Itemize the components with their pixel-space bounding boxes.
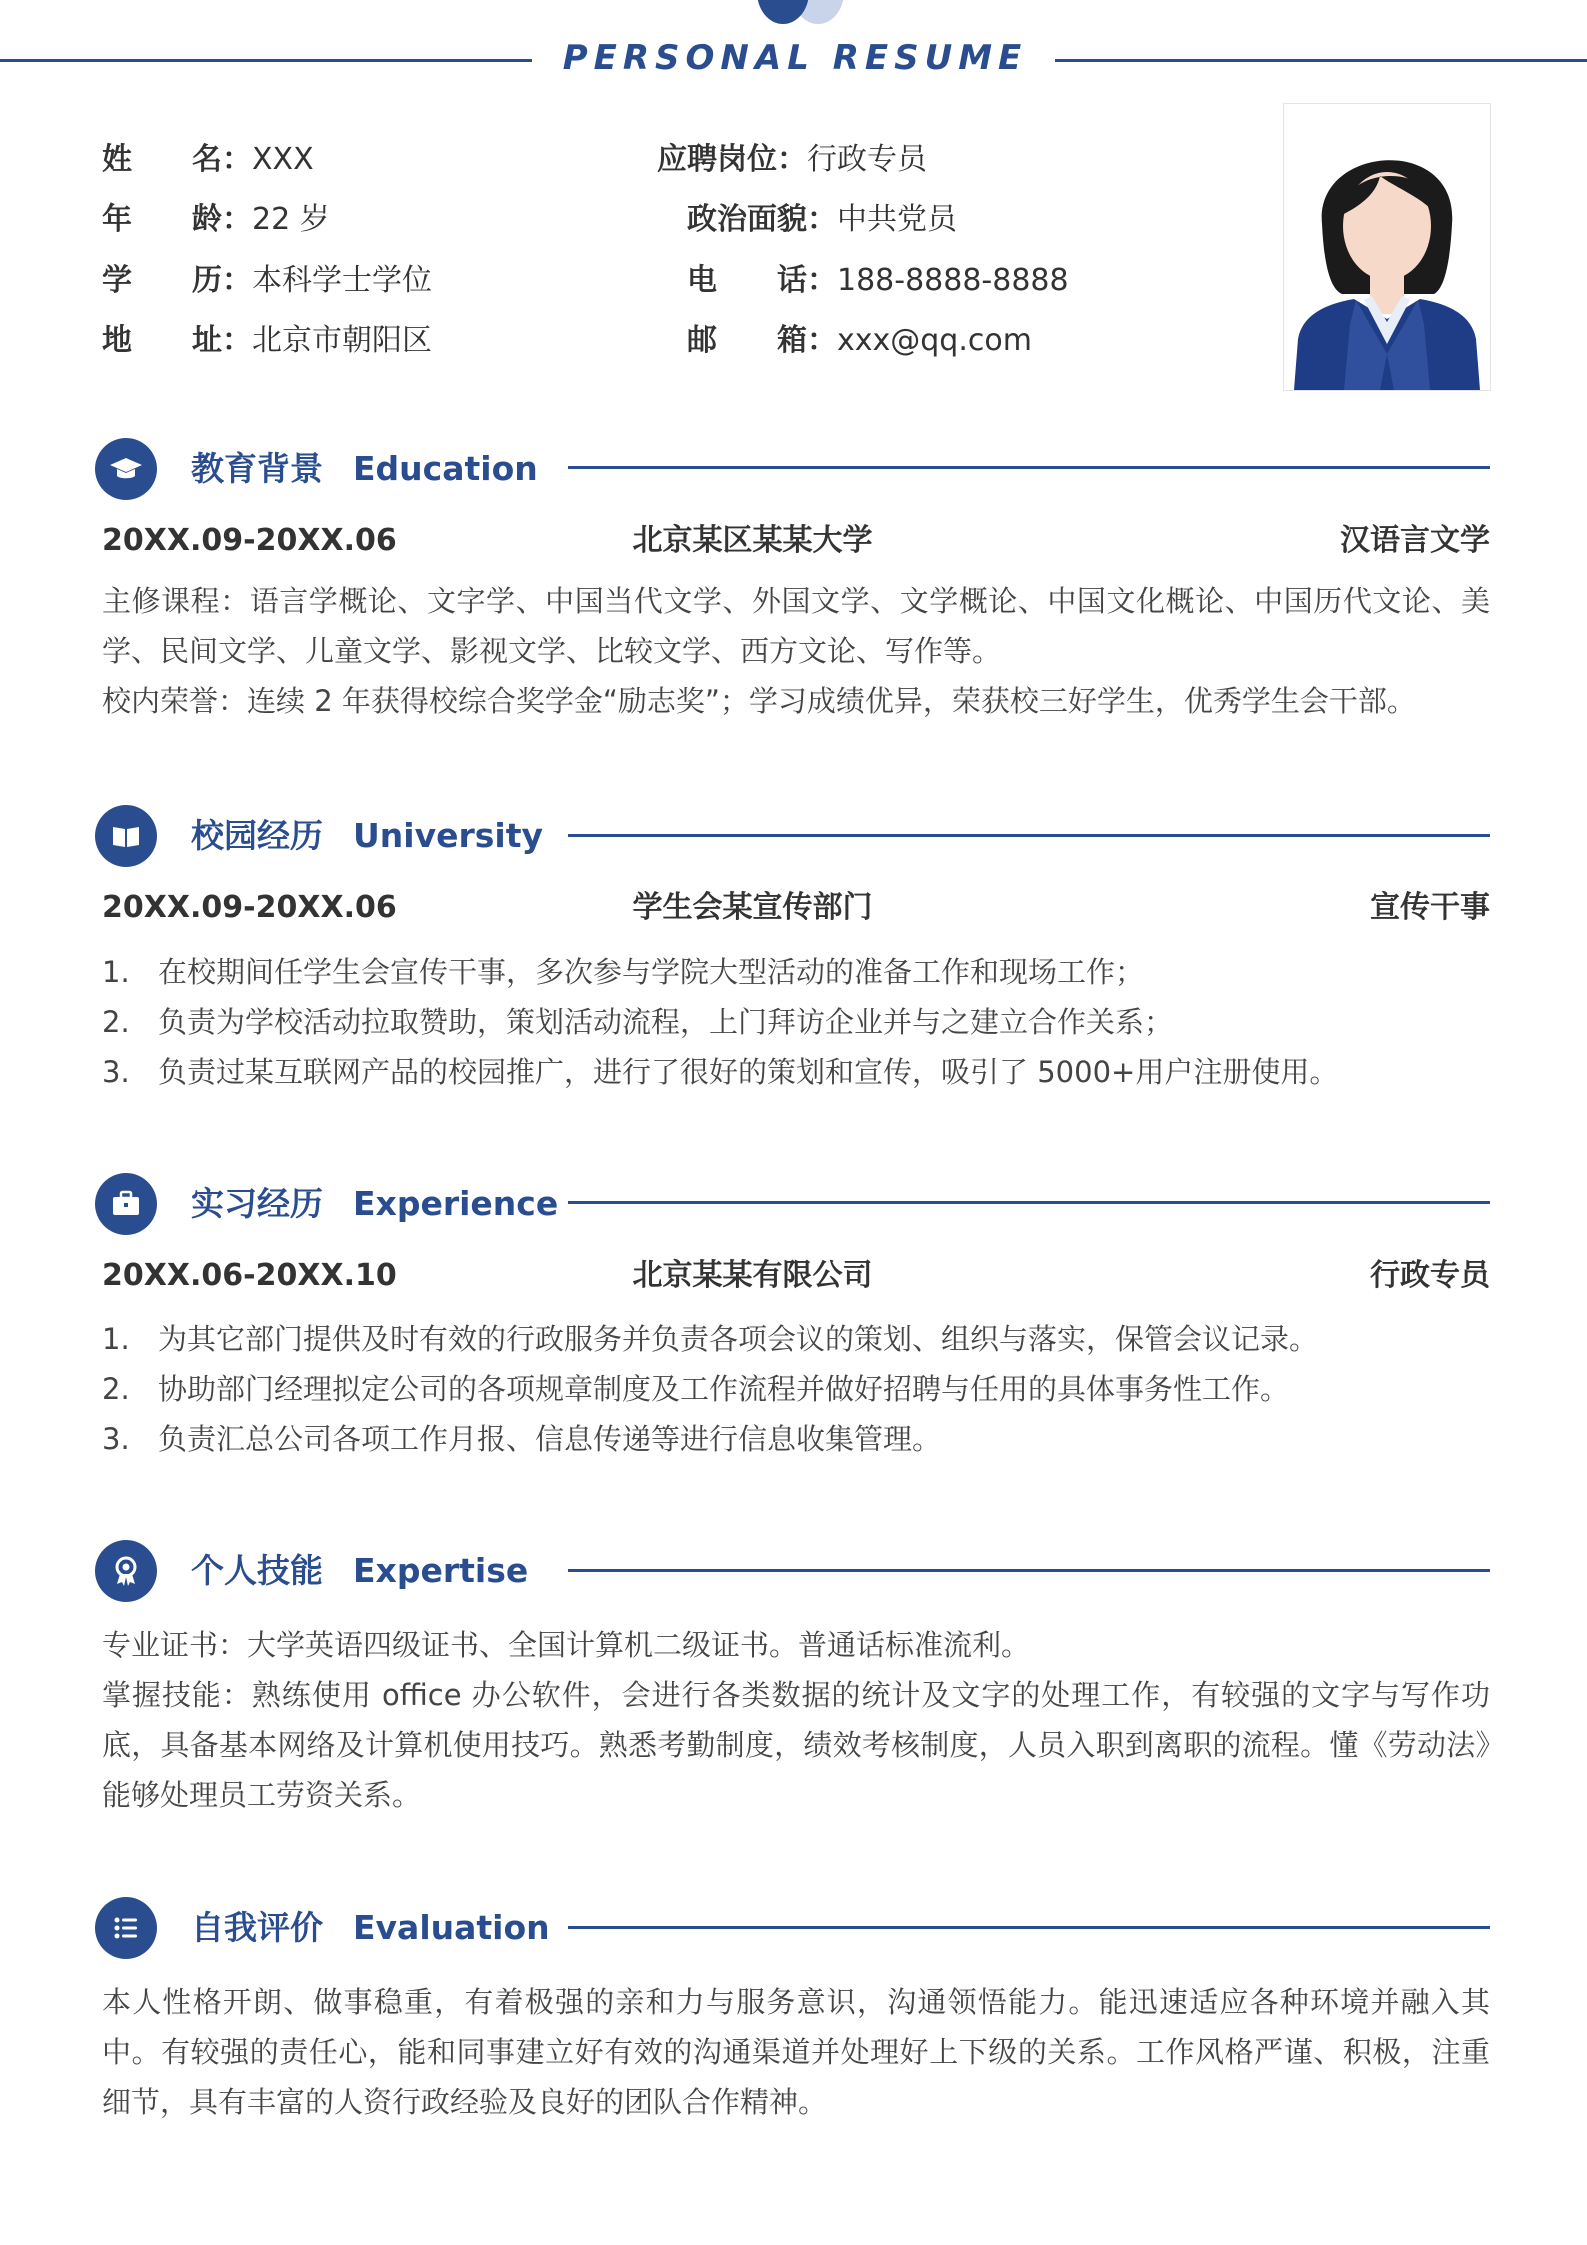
- expertise-title-cn: 个人技能: [191, 1551, 323, 1590]
- list-number: 1.: [102, 955, 130, 989]
- book-icon: [108, 818, 144, 854]
- info-job-value: 行政专员: [807, 142, 927, 177]
- university-section-rule: [568, 834, 1490, 837]
- list-text: 为其它部门提供及时有效的行政服务并负责各项会议的策划、组织与落实，保管会议记录。: [158, 1322, 1319, 1356]
- list-number: 2.: [102, 1372, 130, 1406]
- list-number: 2.: [102, 1005, 130, 1039]
- university-section-title: [191, 814, 543, 858]
- university-title-cn: 校园经历: [191, 816, 323, 855]
- education-major: 汉语言文学: [1340, 523, 1490, 558]
- university-date: 20XX.09-20XX.06: [102, 890, 397, 925]
- info-job: [657, 140, 927, 180]
- list-icon: [108, 1910, 144, 1946]
- university-org: 学生会某宣传部门: [632, 890, 873, 925]
- evaluation-section-rule: [568, 1926, 1490, 1929]
- education-section-title: [191, 447, 538, 491]
- education-title-en: Education: [353, 449, 538, 488]
- list-item: [102, 1414, 1490, 1464]
- list-item: [102, 1364, 1490, 1414]
- info-age-label: 年 龄：: [102, 202, 252, 237]
- briefcase-icon: [108, 1186, 144, 1222]
- experience-org: 北京某某有限公司: [632, 1258, 873, 1293]
- info-phone: [687, 261, 1069, 301]
- experience-role: 行政专员: [1370, 1258, 1490, 1293]
- list-item: [102, 947, 1490, 997]
- header-decor-circle: [757, 0, 809, 24]
- expertise-skills: 掌握技能：熟练使用 office 办公软件，会进行各类数据的统计及文字的处理工作，有较强的文字与写作功底，具备基本网络及计算机使用技巧。熟悉考勤制度，绩效考核制度，人员入职到离职的流程。懂《劳动法》能够处理员工劳资关系。: [102, 1678, 1490, 1812]
- header-rule-right: [1055, 59, 1587, 62]
- info-education-label: 学 历：: [102, 263, 252, 298]
- university-role: 宣传干事: [1370, 890, 1490, 925]
- experience-date: 20XX.06-20XX.10: [102, 1258, 397, 1293]
- info-email-label: 邮 箱：: [687, 323, 837, 358]
- list-number: 3.: [102, 1422, 130, 1456]
- education-title-cn: 教育背景: [191, 449, 323, 488]
- info-phone-label: 电 话：: [687, 263, 837, 298]
- evaluation-section-icon: [95, 1897, 157, 1959]
- expertise-details: [102, 1620, 1490, 1820]
- profile-photo: [1283, 103, 1491, 391]
- evaluation-title-cn: 自我评价: [191, 1908, 323, 1947]
- list-text: 负责过某互联网产品的校园推广，进行了很好的策划和宣传，吸引了 5000+用户注册使用。: [158, 1055, 1339, 1089]
- experience-section-icon: [95, 1173, 157, 1235]
- info-address: [102, 321, 432, 361]
- expertise-section-title: [191, 1549, 528, 1593]
- list-number: 3.: [102, 1055, 130, 1089]
- info-email: [687, 321, 1032, 361]
- info-age-value: 22 岁: [252, 202, 330, 237]
- education-honors: 校内荣誉：连续 2 年获得校综合奖学金“励志奖”；学习成绩优异，荣获校三好学生，优秀学生会干部。: [102, 684, 1416, 718]
- expertise-section-icon: [95, 1540, 157, 1602]
- education-details: [102, 576, 1490, 726]
- info-name-value: XXX: [252, 142, 314, 177]
- experience-list: [102, 1314, 1490, 1464]
- info-name-label: 姓 名：: [102, 142, 252, 177]
- info-party-label: 政治面貌：: [687, 202, 837, 237]
- university-entry-header: [102, 888, 1490, 928]
- info-address-value: 北京市朝阳区: [252, 323, 432, 358]
- avatar-illustration: [1284, 104, 1490, 390]
- expertise-title-en: Expertise: [353, 1551, 529, 1590]
- list-item: [102, 1314, 1490, 1364]
- info-email-value: xxx@qq.com: [837, 323, 1032, 358]
- info-address-label: 地 址：: [102, 323, 252, 358]
- education-section-rule: [568, 466, 1490, 469]
- experience-title-cn: 实习经历: [191, 1184, 323, 1223]
- list-item: [102, 997, 1490, 1047]
- education-section-icon: [95, 438, 157, 500]
- education-courses: 主修课程：语言学概论、文字学、中国当代文学、外国文学、文学概论、中国文化概论、中国历代文论、美学、民间文学、儿童文学、影视文学、比较文学、西方文论、写作等。: [102, 584, 1490, 668]
- university-section-icon: [95, 805, 157, 867]
- experience-section-rule: [568, 1201, 1490, 1204]
- info-education-value: 本科学士学位: [252, 263, 432, 298]
- info-education: [102, 261, 432, 301]
- info-age: [102, 200, 330, 240]
- evaluation-text: 本人性格开朗、做事稳重，有着极强的亲和力与服务意识，沟通领悟能力。能迅速适应各种环境并融入其中。有较强的责任心，能和同事建立好有效的沟通渠道并处理好上下级的关系。工作风格严谨、积极，注重细节，具有丰富的人资行政经验及良好的团队合作精神。: [102, 1985, 1490, 2119]
- list-text: 负责为学校活动拉取赞助，策划活动流程，上门拜访企业并与之建立合作关系；: [158, 1005, 1174, 1039]
- education-entry-header: [102, 521, 1490, 561]
- info-party-value: 中共党员: [837, 202, 957, 237]
- info-name: [102, 140, 314, 180]
- evaluation-details: [102, 1977, 1490, 2127]
- graduation-cap-icon: [108, 451, 144, 487]
- university-title-en: University: [353, 816, 544, 855]
- education-school: 北京某区某某大学: [632, 523, 873, 558]
- list-number: 1.: [102, 1322, 130, 1356]
- list-text: 在校期间任学生会宣传干事，多次参与学院大型活动的准备工作和现场工作；: [158, 955, 1145, 989]
- evaluation-title-en: Evaluation: [353, 1908, 550, 1947]
- header-rule-left: [0, 59, 532, 62]
- award-icon: [108, 1553, 144, 1589]
- experience-entry-header: [102, 1256, 1490, 1296]
- expertise-section-rule: [568, 1569, 1490, 1572]
- list-text: 协助部门经理拟定公司的各项规章制度及工作流程并做好招聘与任用的具体事务性工作。: [158, 1372, 1290, 1406]
- resume-title: PERSONAL RESUME: [562, 38, 1028, 78]
- info-party: [687, 200, 957, 240]
- info-phone-value: 188-8888-8888: [837, 263, 1069, 298]
- evaluation-section-title: [191, 1906, 550, 1950]
- expertise-certificates: 专业证书：大学英语四级证书、全国计算机二级证书。普通话标准流利。: [102, 1628, 1031, 1662]
- university-list: [102, 947, 1490, 1097]
- info-job-label: 应聘岗位：: [657, 142, 807, 177]
- experience-title-en: Experience: [353, 1184, 559, 1223]
- experience-section-title: [191, 1182, 558, 1226]
- list-item: [102, 1047, 1490, 1097]
- list-text: 负责汇总公司各项工作月报、信息传递等进行信息收集管理。: [158, 1422, 942, 1456]
- education-date: 20XX.09-20XX.06: [102, 523, 397, 558]
